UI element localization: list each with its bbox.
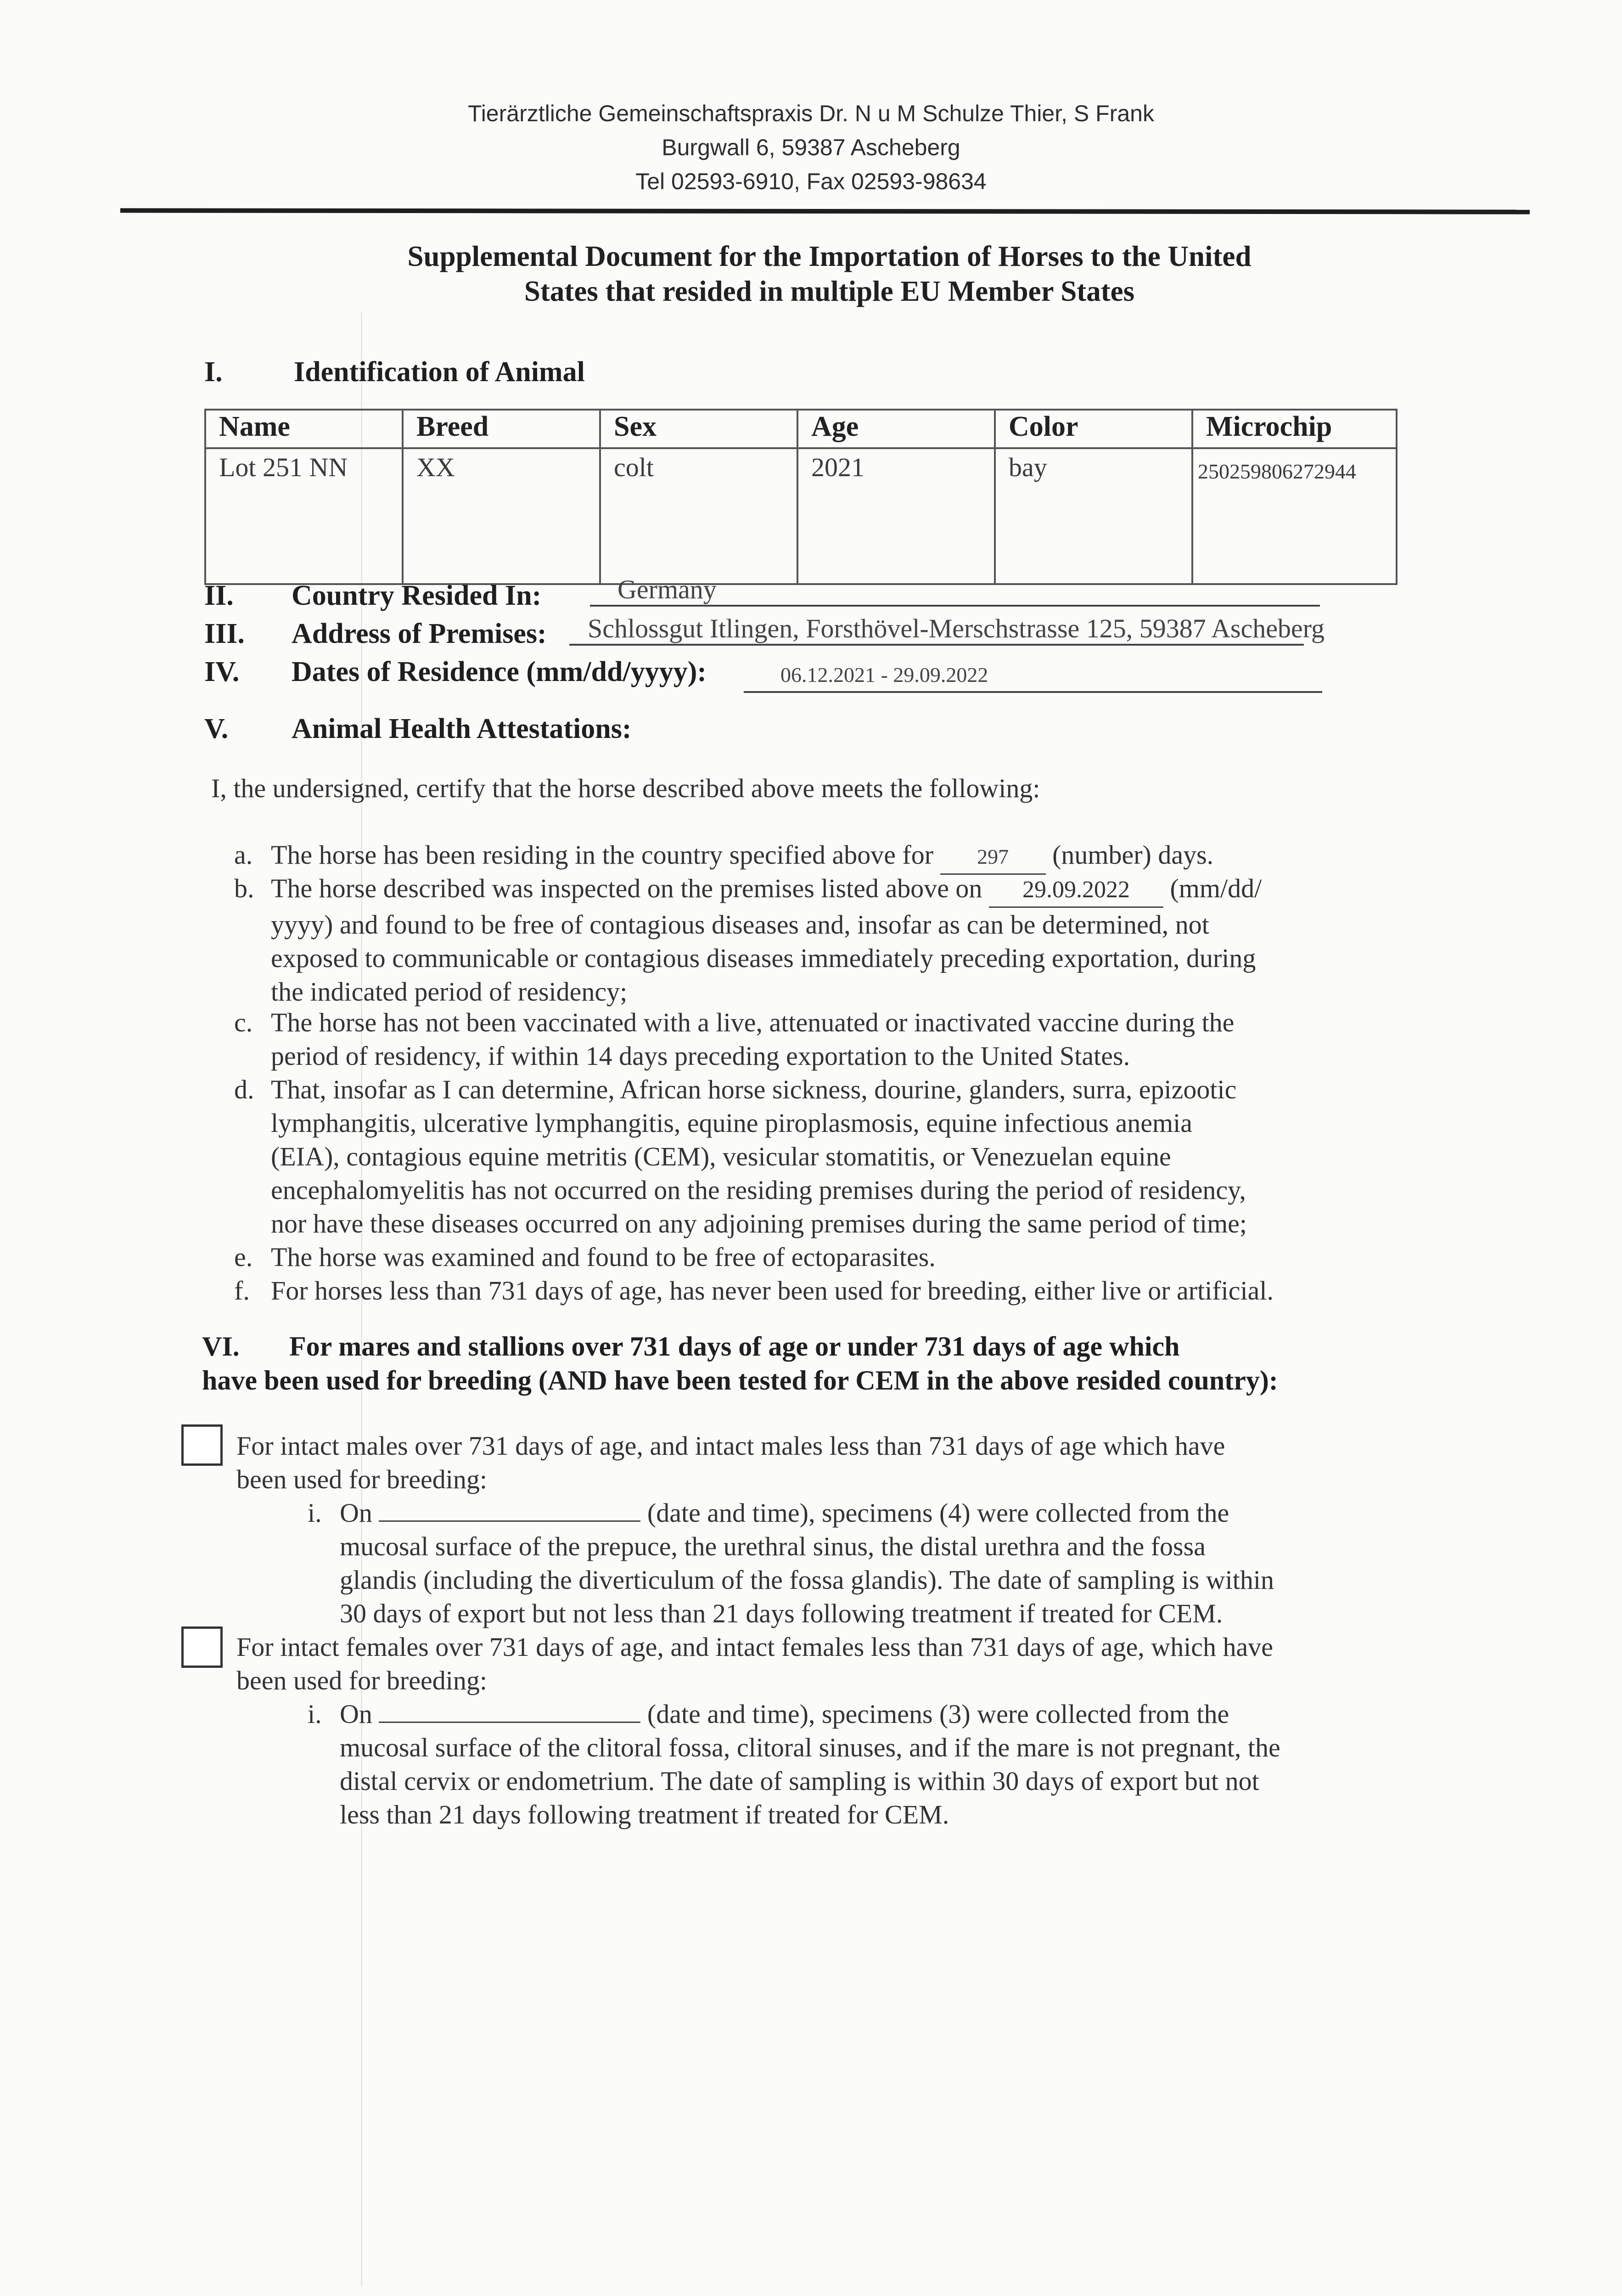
item-text-line: The horse was examined and found to be free of ectoparasites.	[271, 1242, 936, 1272]
address-premises-field[interactable]: Schlossgut Itlingen, Forsthövel-Merschstrasse 125, 59387 Ascheberg	[569, 613, 1304, 646]
item-text: (date and time), specimens (4) were collected from the	[647, 1498, 1229, 1528]
cell-age: 2021	[797, 448, 995, 584]
item-label: e.	[234, 1242, 253, 1272]
attestation-item-f	[234, 1274, 1391, 1307]
item-text-line: That, insofar as I can determine, African horse sickness, dourine, glanders, surra, epizootic	[271, 1075, 1237, 1104]
breeding-section-heading-line1	[202, 1331, 1180, 1362]
cell-sex: colt	[600, 448, 797, 584]
attestation-item-b	[234, 872, 1386, 1008]
residence-days-field[interactable]: 297	[940, 840, 1046, 875]
item-text: On	[340, 1699, 372, 1729]
item-text-line: been used for breeding:	[236, 1464, 487, 1494]
field-label: Dates of Residence (mm/dd/yyyy):	[292, 656, 707, 687]
section-title: For mares and stallions over 731 days of age or under 731 days of age which	[289, 1331, 1180, 1362]
intact-males-text	[236, 1429, 1393, 1496]
section-number: IV.	[204, 656, 240, 687]
item-text-line: distal cervix or endometrium. The date of sampling is within 30 days of export but not	[340, 1766, 1259, 1796]
item-text-line: encephalomyelitis has not occurred on the residing premises during the period of residency,	[271, 1175, 1246, 1205]
item-text: The horse has been residing in the country specified above for	[271, 840, 934, 870]
header-divider	[120, 208, 1530, 214]
item-text-line: nor have these diseases occurred on any adjoining premises during the same period of time;	[271, 1209, 1247, 1238]
females-specimen-item	[308, 1697, 1400, 1831]
attestation-item-a	[234, 838, 1382, 875]
column-header-age: Age	[797, 410, 995, 448]
field-label: Address of Premises:	[292, 618, 547, 649]
column-header-breed: Breed	[403, 410, 600, 448]
item-text-line: (EIA), contagious equine metritis (CEM), vesicular stomatitis, or Venezuelan equine	[271, 1142, 1171, 1171]
attestation-item-c	[234, 1006, 1386, 1073]
item-label: b.	[234, 873, 254, 903]
item-text-line: glandis (including the diverticulum of the fossa glandis). The date of sampling is within	[340, 1565, 1274, 1595]
dates-residence-field[interactable]: 06.12.2021 - 29.09.2022	[744, 659, 1322, 693]
column-header-sex: Sex	[600, 410, 797, 448]
item-text-line: less than 21 days following treatment if treated for CEM.	[340, 1800, 949, 1829]
item-text-line: lymphangitis, ulcerative lymphangitis, equine piroplasmosis, equine infectious anemia	[271, 1108, 1193, 1138]
intact-females-text	[236, 1630, 1412, 1697]
item-label: f.	[234, 1276, 250, 1306]
column-header-color: Color	[995, 410, 1192, 448]
males-collection-date-field[interactable]	[379, 1497, 640, 1522]
animal-identification-table	[204, 409, 1398, 585]
item-text-line: For intact females over 731 days of age, and intact females less than 731 days of age, which have	[236, 1632, 1274, 1662]
section-number: II.	[204, 580, 234, 611]
attestation-item-e	[234, 1240, 1386, 1274]
item-text-line: For intact males over 731 days of age, and intact males less than 731 days of age which have	[236, 1431, 1225, 1461]
dates-residence-label	[204, 656, 707, 688]
practice-address: Burgwall 6, 59387 Ascheberg	[662, 135, 960, 160]
item-text-line: For horses less than 731 days of age, has never been used for breeding, either live or artificial.	[271, 1276, 1274, 1306]
table-row	[205, 448, 1397, 584]
health-attestations-heading	[204, 713, 632, 745]
breeding-section-heading-line2: have been used for breeding (AND have been tested for CEM in the above resided country):	[202, 1365, 1278, 1396]
cell-name: Lot 251 NN	[205, 448, 403, 584]
section-title: Animal Health Attestations:	[292, 713, 632, 744]
attestation-item-d	[234, 1073, 1386, 1240]
practice-name: Tierärztliche Gemeinschaftspraxis Dr. N u M Schulze Thier, S Frank	[468, 101, 1154, 126]
section-identification-heading	[204, 356, 585, 388]
country-resided-label	[204, 580, 541, 612]
document-title-line2: States that resided in multiple EU Member States	[524, 275, 1135, 307]
males-specimen-item	[308, 1496, 1391, 1630]
females-collection-date-field[interactable]	[379, 1699, 640, 1723]
intact-females-checkbox[interactable]	[181, 1626, 223, 1668]
intact-males-checkbox[interactable]	[181, 1424, 223, 1466]
column-header-microchip: Microchip	[1192, 410, 1397, 448]
item-label: i.	[308, 1498, 322, 1528]
cell-breed: XX	[403, 448, 600, 584]
section-number: VI.	[202, 1331, 240, 1362]
column-header-name: Name	[205, 410, 403, 448]
section-title: Identification of Animal	[294, 356, 585, 388]
inspection-date-field[interactable]: 29.09.2022	[989, 873, 1163, 908]
item-text: The horse described was inspected on the premises listed above on	[271, 873, 982, 903]
cell-color: bay	[995, 448, 1192, 584]
item-label: a.	[234, 840, 253, 870]
item-text: (date and time), specimens (3) were collected from the	[647, 1699, 1229, 1729]
item-text-suffix: (mm/dd/	[1170, 873, 1262, 903]
item-text-line: 30 days of export but not less than 21 days following treatment if treated for CEM.	[340, 1598, 1223, 1628]
document-title-line1: Supplemental Document for the Importation of Horses to the United	[407, 240, 1252, 272]
item-label: d.	[234, 1075, 254, 1104]
item-text-line: been used for breeding:	[236, 1666, 487, 1695]
practice-phone: Tel 02593-6910, Fax 02593-98634	[635, 169, 987, 194]
item-text-line: exposed to communicable or contagious diseases immediately preceding exportation, during	[271, 943, 1256, 973]
section-number: III.	[204, 618, 245, 649]
item-text-suffix: (number) days.	[1052, 840, 1214, 870]
section-number: V.	[204, 713, 229, 744]
cell-microchip: 250259806272944	[1192, 448, 1397, 584]
field-label: Country Resided In:	[292, 580, 542, 611]
table-header-row	[205, 410, 1397, 448]
item-text: On	[340, 1498, 372, 1528]
section-number: I.	[204, 356, 223, 388]
item-text-line: the indicated period of residency;	[271, 977, 628, 1007]
item-text-line: The horse has not been vaccinated with a live, attenuated or inactivated vaccine during the	[271, 1007, 1235, 1037]
item-text-line: mucosal surface of the clitoral fossa, clitoral sinuses, and if the mare is not pregnant, the	[340, 1733, 1280, 1762]
item-text-line: mucosal surface of the prepuce, the urethral sinus, the distal urethra and the fossa	[340, 1531, 1206, 1561]
item-text-line: period of residency, if within 14 days preceding exportation to the United States.	[271, 1041, 1130, 1071]
country-resided-field[interactable]: Germany	[590, 574, 1320, 607]
address-premises-label	[204, 618, 547, 650]
item-text-line: yyyy) and found to be free of contagious diseases and, insofar as can be determined, not	[271, 910, 1209, 940]
item-label: i.	[308, 1699, 322, 1729]
attestation-intro: I, the undersigned, certify that the horse described above meets the following:	[211, 773, 1040, 803]
item-label: c.	[234, 1007, 253, 1037]
